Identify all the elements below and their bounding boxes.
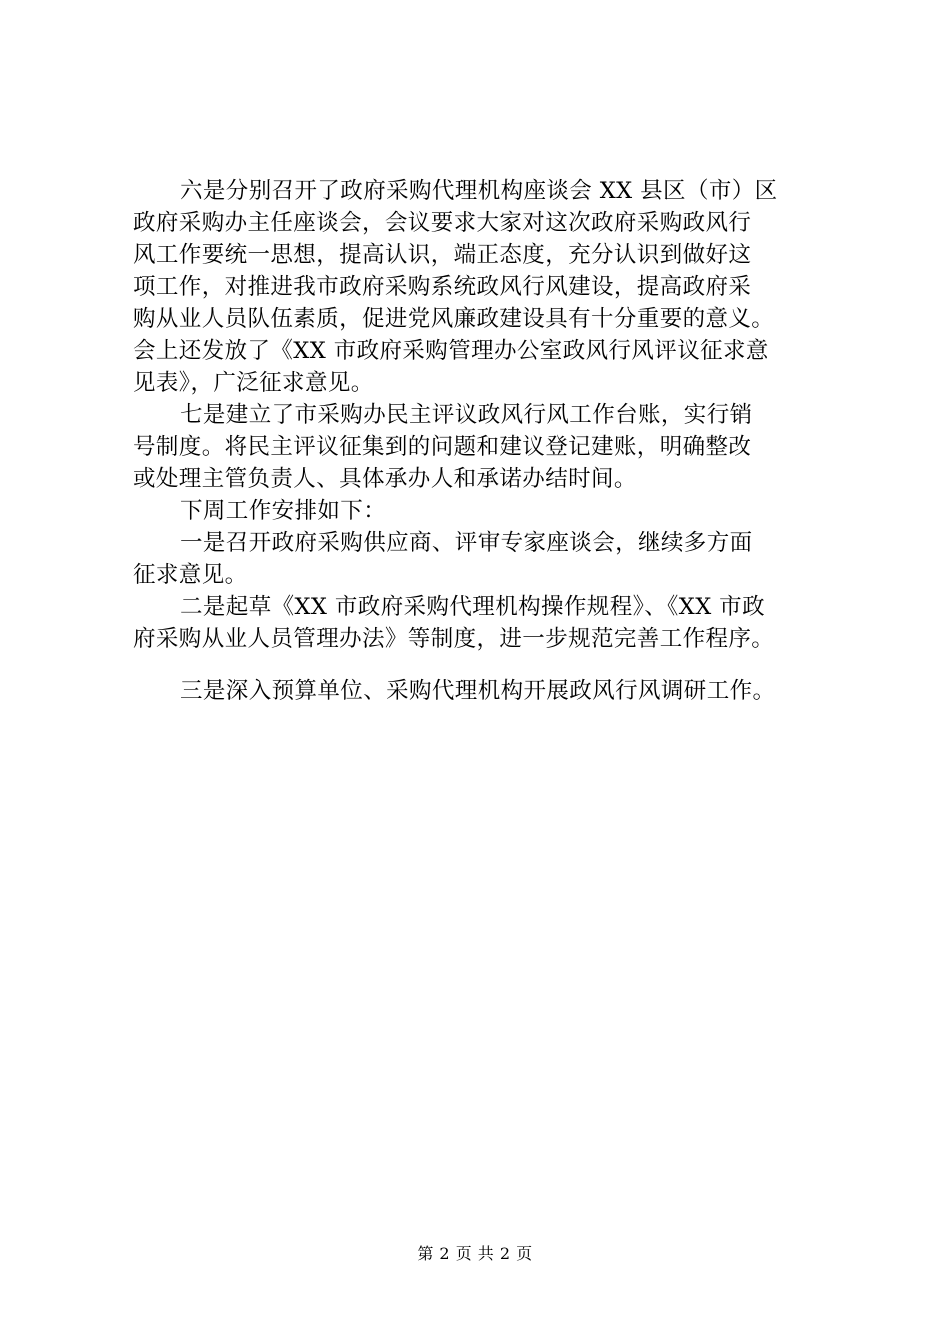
paragraph-line: 三是深入预算单位、采购代理机构开展政风行风调研工作。 — [180, 678, 776, 704]
paragraph-spacer — [133, 655, 833, 675]
paragraph-line: 号制度。将民主评议征集到的问题和建议登记建账，明确整改 — [133, 434, 752, 460]
paragraph-next-week-heading — [133, 495, 833, 527]
paragraph-line: 风工作要统一思想，提高认识，端正态度，充分认识到做好这 — [133, 242, 752, 268]
paragraph-plan-3 — [133, 675, 833, 707]
paragraph-line: 或处理主管负责人、具体承办人和承诺办结时间。 — [133, 466, 637, 492]
paragraph-line: 一是召开政府采购供应商、评审专家座谈会，继续多方面 — [180, 530, 753, 556]
paragraph-item-7 — [133, 399, 833, 495]
paragraph-line: 项工作，对推进我市政府采购系统政风行风建设，提高政府采 — [133, 274, 752, 300]
paragraph-line: 六是分别召开了政府采购代理机构座谈会 XX 县区（市）区 — [180, 178, 778, 204]
page-number-label: 第 2 页 共 2 页 — [417, 1244, 533, 1263]
paragraph-line: 政府采购办主任座谈会，会议要求大家对这次政府采购政风行 — [133, 210, 752, 236]
document-body — [133, 175, 833, 707]
paragraph-item-6 — [133, 175, 833, 399]
paragraph-line: 会上还发放了《XX 市政府采购管理办公室政风行风评议征求意 — [133, 338, 769, 364]
paragraph-line: 二是起草《XX 市政府采购代理机构操作规程》、《XX 市政 — [180, 594, 765, 620]
paragraph-line: 府采购从业人员管理办法》等制度，进一步规范完善工作程序。 — [133, 626, 775, 652]
page-footer — [0, 1244, 950, 1264]
paragraph-plan-1 — [133, 527, 833, 591]
paragraph-line: 征求意见。 — [133, 562, 248, 588]
paragraph-line: 见表》，广泛征求意见。 — [133, 370, 374, 396]
paragraph-line: 购从业人员队伍素质，促进党风廉政建设具有十分重要的意义。 — [133, 306, 775, 332]
paragraph-plan-2 — [133, 591, 833, 655]
paragraph-line: 下周工作安排如下： — [180, 498, 387, 524]
paragraph-line: 七是建立了市采购办民主评议政风行风工作台账，实行销 — [180, 402, 753, 428]
